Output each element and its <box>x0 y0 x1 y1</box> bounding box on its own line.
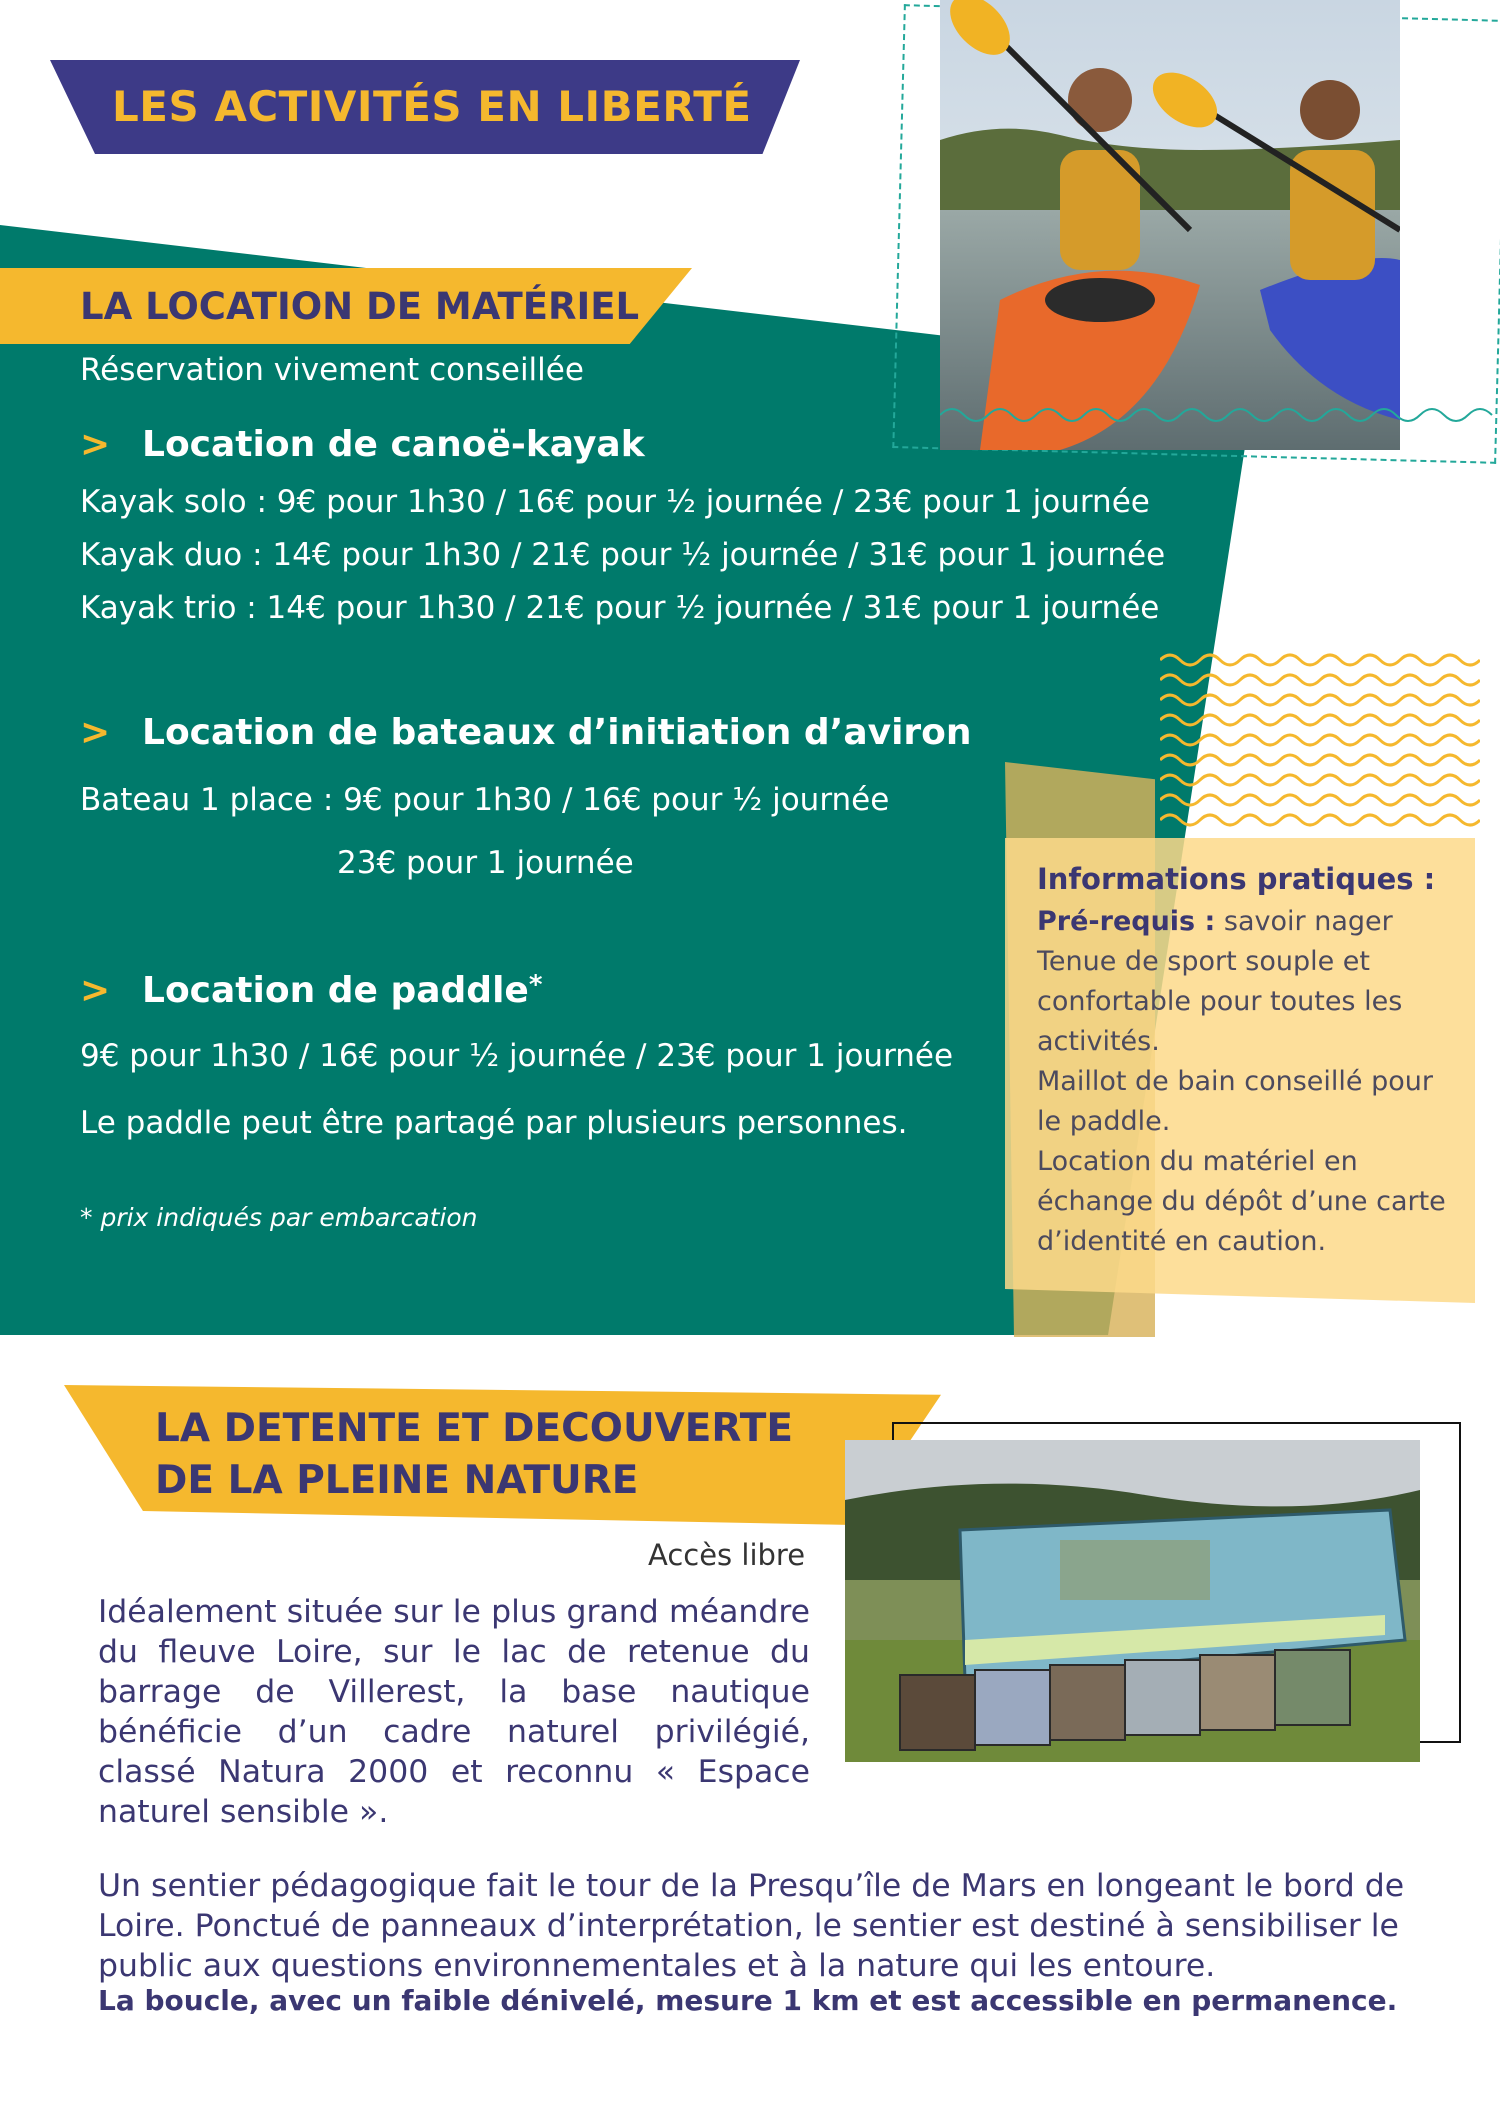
chevron-icon: > <box>80 712 111 753</box>
price-footnote: * prix indiqués par embarcation <box>80 1203 478 1232</box>
kayak-duo-price: Kayak duo : 14€ pour 1h30 / 21€ pour ½ journée / 31€ pour 1 journée <box>80 537 1166 573</box>
wave-decoration <box>940 395 1500 435</box>
canoe-heading <box>80 424 645 465</box>
paddle-title: Location de paddle <box>142 970 529 1011</box>
paddle-share-note: Le paddle peut être partagé par plusieurs personnes. <box>80 1105 908 1141</box>
nature-title-line: LA DETENTE ET DECOUVERTE <box>155 1406 793 1451</box>
nature-title <box>155 1403 875 1507</box>
prereq-label: Pré-requis : <box>1037 906 1216 937</box>
info-line: Location du matériel en échange du dépôt d’une carte d’identité en caution. <box>1037 1146 1446 1257</box>
wave-decoration <box>1160 650 1480 830</box>
kayak-photo <box>940 0 1400 450</box>
rowing-price: Bateau 1 place : 9€ pour 1h30 / 16€ pour ½ journée <box>80 782 890 818</box>
info-body <box>1037 902 1457 1262</box>
nature-paragraph: Idéalement située sur le plus grand méandre du fleuve Loire, sur le lac de retenue du barrage de Villerest, la base nautique bénéficie d’un cadre naturel privilégié, classé Natura 2000 et reconnu « Espace naturel sensible ». <box>98 1594 810 1830</box>
asterisk: * <box>528 970 543 1000</box>
trail-paragraph: Un sentier pédagogique fait le tour de la Presqu’île de Mars en longeant le bord de Loire. Ponctué de panneaux d’interprétation, le sentier est destiné à sensibiliser le public aux questions environnementales et à la nature qui les entoure. <box>98 1868 1405 1984</box>
loop-paragraph: La boucle, avec un faible dénivelé, mesure 1 km et est accessible en permanence. <box>98 1984 1398 2017</box>
chevron-icon: > <box>80 970 111 1011</box>
paddle-price: 9€ pour 1h30 / 16€ pour ½ journée / 23€ pour 1 journée <box>80 1038 954 1074</box>
rowing-heading <box>80 712 972 753</box>
info-line: Tenue de sport souple et confortable pour toutes les activités. <box>1037 946 1403 1057</box>
info-title: Informations pratiques : <box>1037 862 1436 896</box>
kayak-solo-price: Kayak solo : 9€ pour 1h30 / 16€ pour ½ journée / 23€ pour 1 journée <box>80 484 1150 520</box>
info-line: Maillot de bain conseillé pour le paddle. <box>1037 1066 1433 1137</box>
page-title: LES ACTIVITÉS EN LIBERTÉ <box>112 82 752 131</box>
nature-trail-photo <box>845 1440 1420 1762</box>
access-label: Accès libre <box>648 1538 806 1572</box>
rowing-title: Location de bateaux d’initiation d’aviron <box>142 712 972 753</box>
reservation-notice: Réservation vivement conseillée <box>80 352 584 388</box>
nature-title-line: DE LA PLEINE NATURE <box>155 1458 639 1503</box>
paddle-heading <box>80 970 542 1011</box>
canoe-title: Location de canoë-kayak <box>142 424 645 465</box>
kayak-trio-price: Kayak trio : 14€ pour 1h30 / 21€ pour ½ journée / 31€ pour 1 journée <box>80 590 1160 626</box>
rowing-price-day: 23€ pour 1 journée <box>337 845 634 881</box>
chevron-icon: > <box>80 424 111 465</box>
rental-title: LA LOCATION DE MATÉRIEL <box>80 285 640 328</box>
prereq-text: savoir nager <box>1215 906 1393 937</box>
